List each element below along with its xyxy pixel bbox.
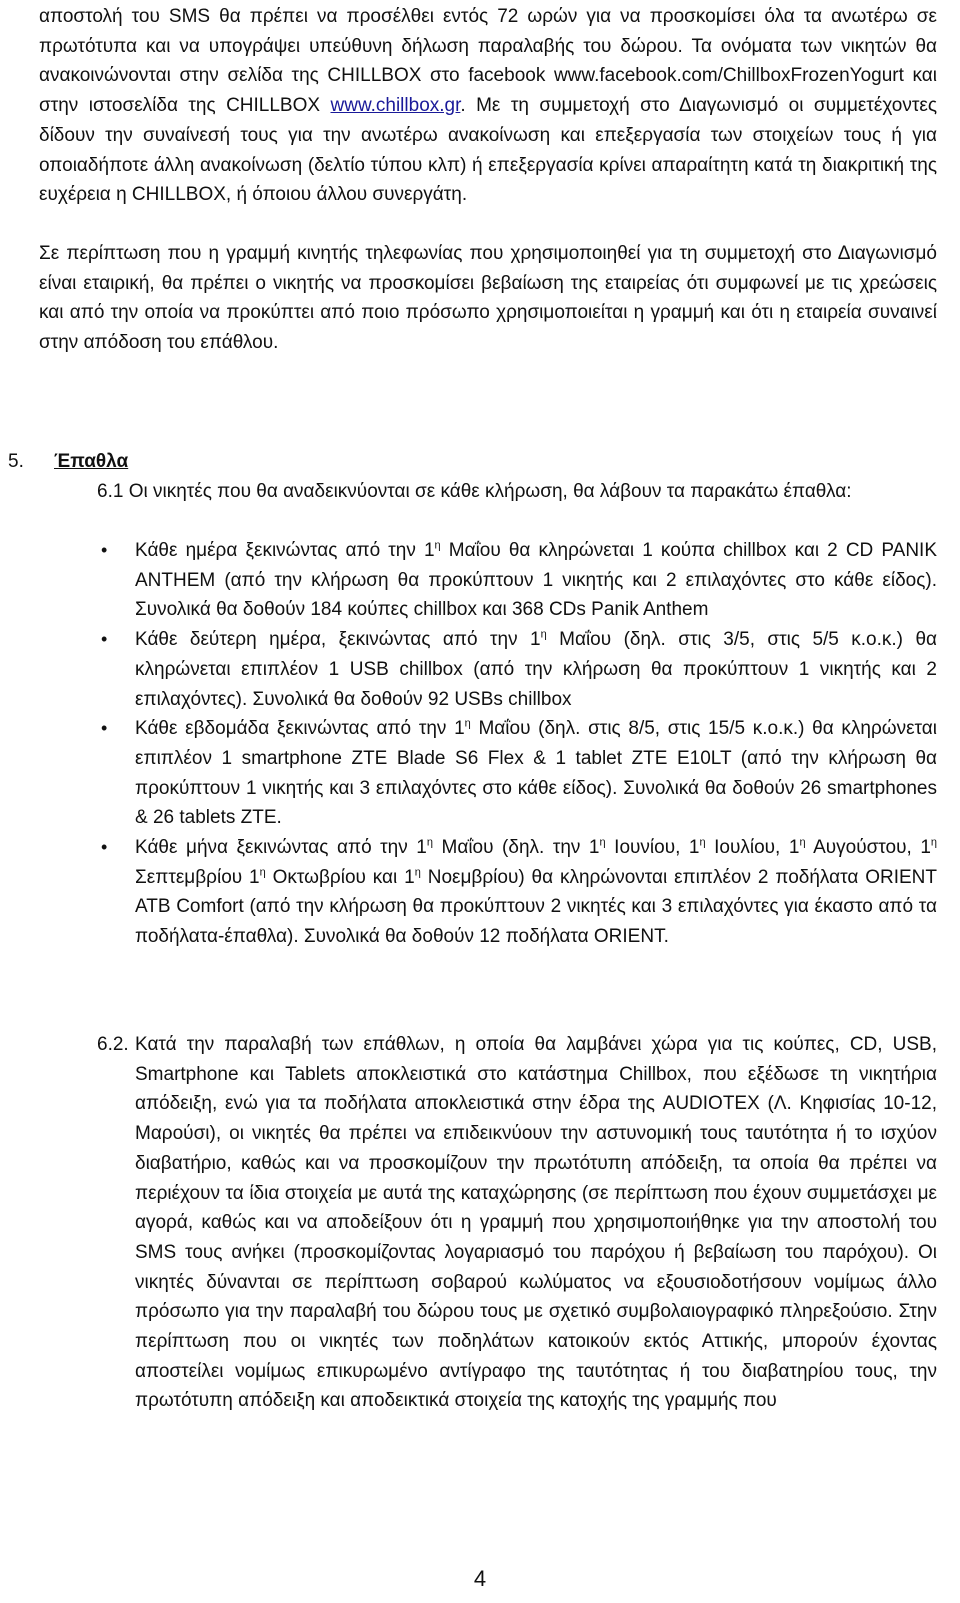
superscript: η: [259, 866, 266, 879]
bullet-icon: •: [101, 837, 108, 858]
bullet-icon: •: [101, 540, 108, 560]
superscript: η: [540, 628, 547, 641]
bullet-icon: •: [101, 718, 108, 739]
list-item: [97, 714, 937, 833]
page-number: 4: [473, 1566, 487, 1591]
bullet-icon: •: [101, 629, 108, 650]
section-heading-prizes: [8, 447, 128, 477]
list-item-text: Μαΐου (δηλ. την 1: [432, 837, 600, 859]
list-item-text: Κάθε εβδομάδα ξεκινώντας από την 1: [135, 718, 465, 740]
prizes-list: [97, 536, 937, 952]
superscript: η: [699, 836, 706, 849]
paragraph-text: αποστολή του SMS θα πρέπει να προσέλθει εντός 72 ωρών για να προσκομίσει όλα τα ανωτέρω σε πρωτότυπα και να υπογράψει υπεύθυνη δήλωση παραλαβής του δώρου. Τα ονόματα των νικητών θα ανακοινώνονται στην σελίδα της CHILLBOX στο facebook www.facebook.com/ChillboxFrozenYogurt και στην ιστοσελίδα της CHILLBOX: [39, 6, 937, 117]
chillbox-website-link[interactable]: www.chillbox.gr: [330, 95, 461, 117]
paragraph-corporate-line: Σε περίπτωση που η γραμμή κινητής τηλεφωνίας που χρησιμοποιηθεί για τη συμμετοχή στο Διαγωνισμό είναι εταιρική, θα πρέπει ο νικητής να προσκομίσει βεβαίωση της εταιρείας ότι συμφωνεί με τις χρεώσεις και από την οποία να προκύπτει από ποιο πρόσωπο χρησιμοποιείται η γραμμή και ότι η εταιρεία συναινεί στην απόδοση του επάθλου.: [39, 243, 937, 354]
list-item-text: Ιουλίου, 1: [705, 837, 800, 859]
list-item-text: Νοεμβρίου) θα κληρώνονται επιπλέον 2 ποδήλατα ORIENT ATB Comfort (από την κλήρωση θα προκύπτουν 2 νικητές και 3 επιλαχόντες για έκαστο από τα ποδήλατα-έπαθλα). Συνολικά θα δοθούν 12 ποδήλατα ORIENT.: [135, 866, 937, 948]
subsection-number: 6.2.: [97, 1034, 129, 1055]
superscript: η: [426, 836, 433, 849]
paragraph-text: . Με τη συμμετοχή στο Διαγωνισμό οι συμμετέχοντες δίδουν την συναίνεσή τους για την ανωτέρω ανακοίνωση και επεξεργασία των στοιχείων τους ή για οποιαδήποτε άλλη ανακοίνωση (δελτίο τύπου κλπ) ή επεξεργασία κρίνει απαραίτητη κατά τη διακριτική της ευχέρεια η CHILLBOX, ή όποιου άλλου συνεργάτη.: [39, 95, 938, 206]
list-item-text: Μαΐου (δηλ. στις 3/5, στις 5/5 κ.ο.κ.) θα κληρώνεται επιπλέον 1 USB chillbox (από την κλήρωση θα προκύπτουν 1 νικητής και 2 επιλαχόντες). Συνολικά θα δοθούν 92 USBs chillbox: [135, 629, 937, 710]
superscript: η: [414, 866, 421, 879]
superscript: η: [464, 717, 471, 730]
superscript: η: [434, 539, 441, 552]
subsection-6-2: [97, 1030, 937, 1416]
superscript: η: [599, 836, 606, 849]
list-item-text: Ιουνίου, 1: [605, 837, 700, 859]
list-item: [97, 625, 937, 714]
list-item-text: Μαΐου θα κληρώνεται 1 κούπα chillbox και 2 CD PANIK ANTHEM (από την κλήρωση θα προκύπτουν 1 νικητής και 2 επιλαχόντες στο κάθε είδος). Συνολικά θα δοθούν 184 κούπες chillbox και 368 CDs Panik Anthem: [135, 540, 937, 621]
list-item-text: Σεπτεμβρίου 1: [135, 866, 260, 888]
list-item: [97, 833, 937, 952]
list-item-text: Μαΐου (δηλ. στις 8/5, στις 15/5 κ.ο.κ.) θα κληρώνεται επιπλέον 1 smartphone ZTE Blade S6 Flex & 1 tablet ZTE E10LT (από την κλήρωση θα προκύπτουν 1 νικητής και 3 επιλαχόντες στο κάθε είδος). Συνολικά θα δοθούν 26 smartphones & 26 tablets ZTE.: [135, 718, 938, 829]
superscript: η: [930, 836, 938, 849]
paragraph-winners-announcement: [39, 2, 937, 210]
section-number: 5.: [8, 451, 24, 472]
superscript: η: [799, 836, 806, 849]
list-item-text: Οκτωβρίου και 1: [265, 866, 415, 888]
list-item: [97, 536, 937, 625]
subsection-6-2-text: Κατά την παραλαβή των επάθλων, η οποία θα λαμβάνει χώρα για τις κούπες, CD, USB, Smartphone και Tablets αποκλειστικά στο κατάστημα Chillbox, που εξέδωσε τη νικητήρια απόδειξη, ενώ για τα ποδήλατα αποκλειστικά στην έδρα της AUDIOTEX (Λ. Κηφισίας 10-12, Μαρούσι), οι νικητές θα πρέπει να επιδεικνύουν την αστυνομική τους ταυτότητα ή το ισχύον διαβατήριο, καθώς και να προσκομίζουν την πρωτότυπη απόδειξη, τα οποία θα πρέπει να περιέχουν τα ίδια στοιχεία με αυτά της καταχώρησης (σε περίπτωση που έχουν συμμετάσχει με αγορά, καθώς και να αποδείξουν ότι η γραμμή που χρησιμοποιήθηκε για την αποστολή του SMS τους ανήκει (προσκομίζοντας λογαριασμό του παρόχου ή βεβαίωση του παρόχου). Οι νικητές δύνανται σε περίπτωση σοβαρού κωλύματος να εξουσιοδοτήσουν νομίμως άλλο πρόσωπο για την παραλαβή του δώρου τους με σχετικό συμβολαιογραφικό πληρεξούσιο. Στην περίπτωση που οι νικητές των ποδηλάτων κατοικούν εκτός Αττικής, μπορούν έχοντας αποστείλει νομίμως επικυρωμένο αντίγραφο της ταυτότητας ή του διαβατηρίου τους, την πρωτότυπη απόδειξη και αποδεικτικά στοιχεία της κατοχής της γραμμής που: [135, 1034, 937, 1412]
list-item-text: Κάθε μήνα ξεκινώντας από την 1: [135, 837, 427, 859]
list-item-text: Αυγούστου, 1: [805, 837, 931, 859]
subsection-6-1: 6.1 Οι νικητές που θα αναδεικνύονται σε κάθε κλήρωση, θα λάβουν τα παρακάτω έπαθλα:: [97, 481, 852, 502]
list-item-text: Κάθε δεύτερη ημέρα, ξεκινώντας από την 1: [135, 629, 541, 651]
list-item-text: Κάθε ημέρα ξεκινώντας από την 1: [135, 540, 435, 561]
section-title: Έπαθλα: [54, 451, 129, 472]
